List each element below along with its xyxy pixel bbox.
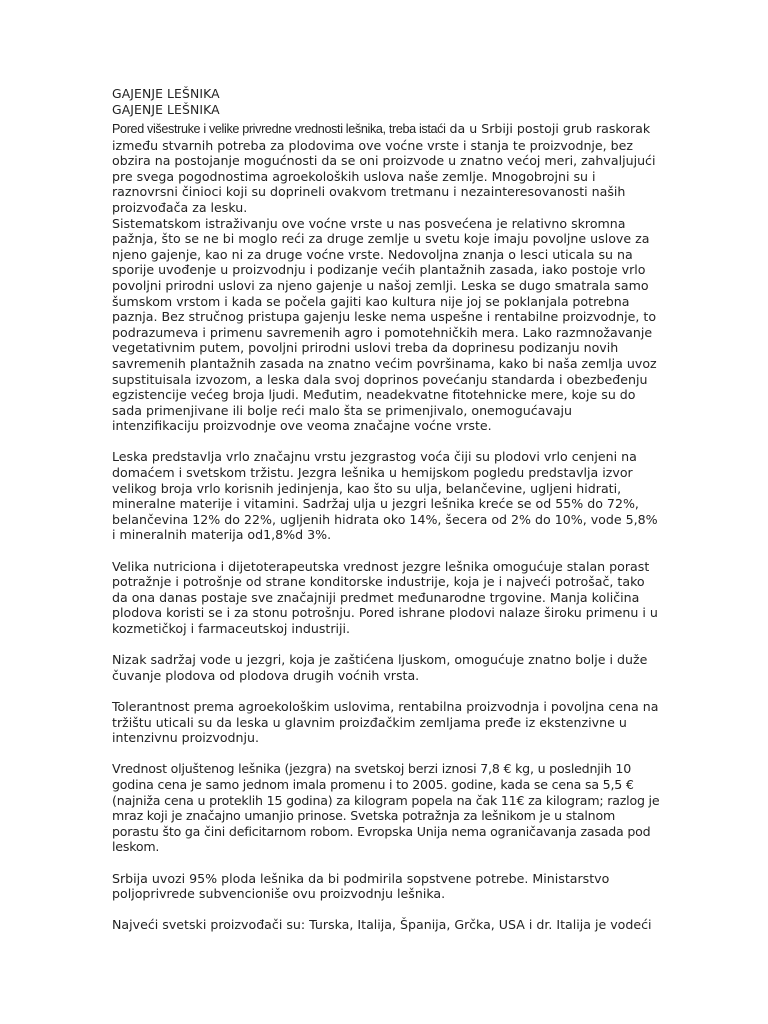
paragraph-serbia-import: Srbija uvozi 95% ploda lešnika da bi podmirila sopstvene potrebe. Ministarstvo poljoprivrede subvencioniše ovu proizvodnju lešnika. — [112, 870, 610, 902]
paragraph-demand: Velika nutriciona i dijetoterapeutska vrednost jezgre lešnika omogućuje stalan porast potražnje i potrošnje od strane konditorske industrije, koja je i najveći potrošač, tako da ona danas postaje sve značajniji predmet međunarodne trgovine. Manja količina plodova koristi se i za stonu potrošnju. Pored ishrane plodovi nalaze široku primenu i u kozmetičkoj i farmaceutskoj industriji. — [112, 558, 658, 636]
paragraph-tolerance: Tolerantnost prema agroekološkim uslovima, rentabilna proizvodnja i povoljna cena na tržištu uticali su da leska u glavnim proizđačkim zemljama pređe iz ekstenzivne u intenzivnu proizvodnju. — [112, 698, 659, 746]
paragraph-nutrition: Leska predstavlja vrlo značajnu vrstu jezgrastog voća čiji su plodovi vrlo cenjeni na domaćem i svetskom tržistu. Jezgra lešnika u hemijskom pogledu predstavlja izvor velikog broja vrlo korisnih jedinjenja, kao što su ulja, belančevine, ugljeni hidrati, mineralne materije i vitamini. Sadržaj ulja u jezgri lešnika kreće se od 55% do 72%, belančevina 12% do 22%, ugljenih hidrata oko 14%, šecera od 2% do 10%, vode 5,8% i mineralnih materija od1,8%d 3%. — [112, 449, 658, 543]
document-title-repeat: GAJENJE LEŠNIKA — [112, 102, 220, 117]
paragraph-intro — [112, 121, 660, 216]
paragraph-producers: Najveći svetski proizvođači su: Turska, Italija, Španija, Grčka, USA i dr. Italija je vodeći — [112, 917, 652, 933]
document-page — [112, 86, 660, 948]
paragraph-market-price: Vrednost oljuštenog lešnika (jezgra) na svetskoj berzi iznosi 7,8 € kg, u poslednjih 10 godina cena je samo jednom imala promenu i to 2005. godine, kada se cena sa 5,5 € (najniža cena u proteklih 15 godina) za kilogram popela na čak 11€ za kilogram; razlog je mraz koji je značajno umanjio prinose. Svetska potražnja za lešnikom je u stalnom porastu što ga čini deficitarnom robom. Evropska Unija nema ograničavanja zasada pod leskom. — [112, 761, 660, 855]
paragraph-intro-lead: Pored višestruke i velike privredne vrednosti lešnika, treba istaći — [112, 122, 446, 136]
paragraph-storage: Nizak sadržaj vode u jezgri, koja je zaštićena ljuskom, omogućuje znatno bolje i duže čuvanje plodova od plodova drugih voćnih vrsta. — [112, 652, 648, 683]
document-title: GAJENJE LEŠNIKA — [112, 86, 220, 101]
paragraph-research: Sistematskom istraživanju ove voćne vrste u nas posvećena je relativno skromna pažnja, što se ne bi moglo reći za druge zemlje u svetu koje imaju povoljne uslove za njeno gajenje, kao ni za druge voćne vrste. Nedovoljna znanja o lesci uticala su na sporije uvođenje u proizvodnju i podizanje većih plantažnih zasada, iako postoje vrlo povoljni prirodni uslovi za njeno gajenje u našoj zemlji. Leska se dugo smatrala samo šumskom vrstom i kada se počela gajiti kao kultura nije joj se poklanjala potrebna paznja. Bez stručnog pristupa gajenju leske nema uspešne i rentabilne proizvodnje, to podrazumeva i primenu savremenih agro i pomotehničkih mera. Lako razmnožavanje vegetativnim putem, povoljni prirodni uslovi treba da doprinesu podizanju novih savremenih plantažnih zasada na znatno većim površinama, kako bi naša zemlja uvoz supstituisala izvozom, a leska dala svoj doprinos povećanju standarda i obezbeđenju egzistencije većeg broja ljudi. Međutim, neadekvatne fitotehnicke mere, koje su do sada primenjivane ili bolje reći malo šta se primenjivalo, onemogućavaju intenzifikaciju proizvodnje ove veoma značajne voćne vrste. — [112, 215, 657, 434]
paragraph-intro-rest: da u Srbiji postoji grub raskorak između stvarnih potreba za plodovima ove voćne vrste i stanja te proizvodnje, bez obzira na postojanje mogućnosti da se oni proizvode u znatno većoj meri, zahvaljujući pre svega pogodnostima agroekoloških uslova naše zemlje. Mnogobrojni su i raznovrsni činioci koji su doprineli ovakvom tretmanu i nezainteresovanosti naših proizvođača za lesku. — [112, 121, 656, 215]
